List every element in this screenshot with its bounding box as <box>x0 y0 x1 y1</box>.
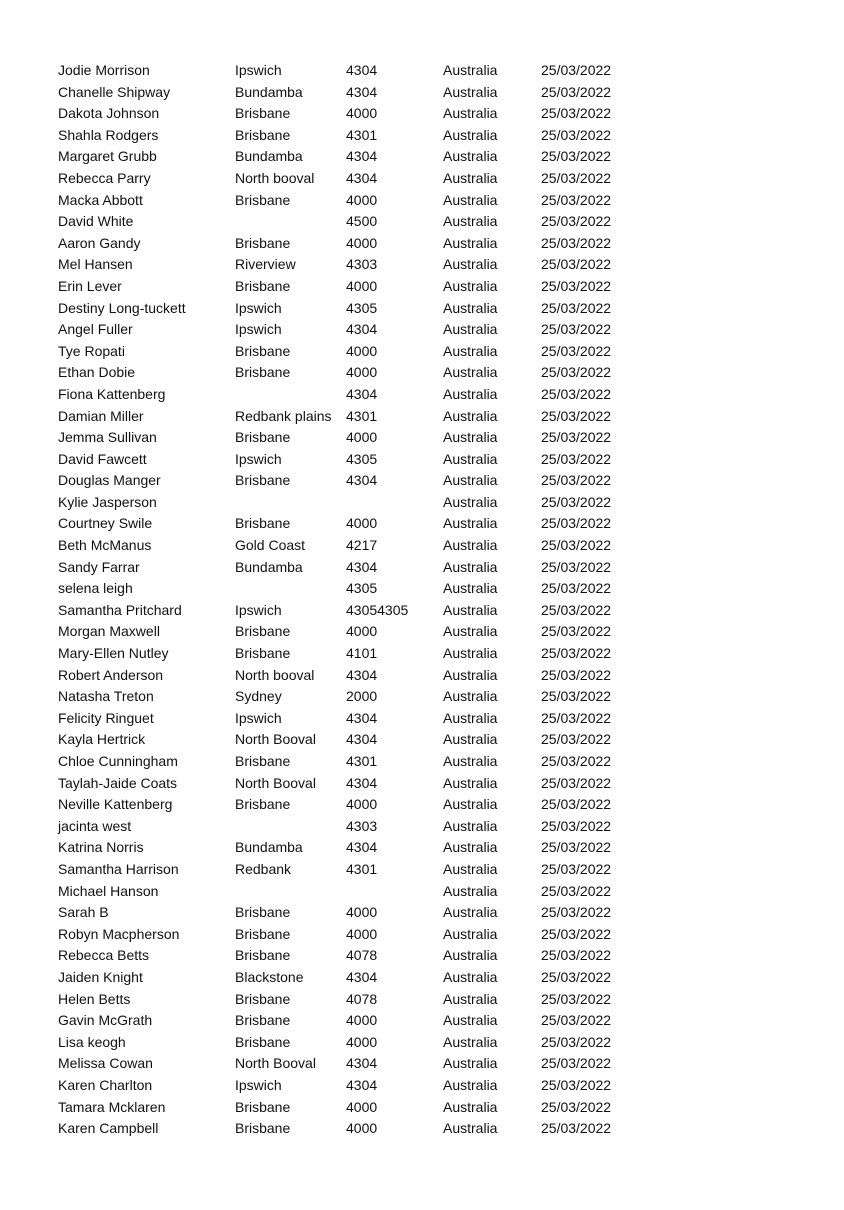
country-cell: Australia <box>443 385 498 402</box>
city-cell: Ipswich <box>235 1076 282 1093</box>
country-cell: Australia <box>443 169 498 186</box>
postcode-cell: 4304 <box>346 558 378 575</box>
city-cell: Brisbane <box>235 1120 291 1137</box>
name-cell: Shahla Rodgers <box>58 126 159 143</box>
postcode-cell: 4304 <box>346 839 378 856</box>
country-cell: Australia <box>443 342 498 359</box>
table-row <box>0 406 844 428</box>
table-row <box>0 60 844 82</box>
postcode-cell: 4304 <box>346 148 378 165</box>
name-cell: Fiona Kattenberg <box>58 385 166 402</box>
date-cell: 25/03/2022 <box>541 882 612 899</box>
city-cell: Bundamba <box>235 83 303 100</box>
postcode-cell: 4304 <box>346 385 378 402</box>
city-cell: Bundamba <box>235 839 303 856</box>
country-cell: Australia <box>443 256 498 273</box>
date-cell: 25/03/2022 <box>541 83 612 100</box>
date-cell: 25/03/2022 <box>541 429 612 446</box>
table-row <box>0 233 844 255</box>
date-cell: 25/03/2022 <box>541 623 612 640</box>
postcode-cell: 4000 <box>346 234 378 251</box>
date-cell: 25/03/2022 <box>541 537 612 554</box>
name-cell: Damian Miller <box>58 407 144 424</box>
date-cell: 25/03/2022 <box>541 904 612 921</box>
city-cell: Brisbane <box>235 429 291 446</box>
table-row <box>0 103 844 125</box>
name-cell: Mary-Ellen Nutley <box>58 645 169 662</box>
postcode-cell: 4305 <box>346 580 378 597</box>
city-cell: Brisbane <box>235 947 291 964</box>
country-cell: Australia <box>443 990 498 1007</box>
table-row <box>0 989 844 1011</box>
date-cell: 25/03/2022 <box>541 1076 612 1093</box>
city-cell: Brisbane <box>235 1012 291 1029</box>
country-cell: Australia <box>443 234 498 251</box>
country-cell: Australia <box>443 753 498 769</box>
postcode-cell: 4301 <box>346 753 378 769</box>
table-row <box>0 535 844 557</box>
country-cell: Australia <box>443 558 498 575</box>
date-cell: 25/03/2022 <box>541 1012 612 1029</box>
name-cell: Destiny Long-tuckett <box>58 299 186 316</box>
table-row <box>0 427 844 449</box>
city-cell: Ipswich <box>235 709 282 726</box>
name-cell: David White <box>58 213 134 230</box>
date-cell: 25/03/2022 <box>541 342 612 359</box>
date-cell: 25/03/2022 <box>541 1120 612 1137</box>
name-cell: Lisa keogh <box>58 1033 126 1050</box>
name-cell: Angel Fuller <box>58 321 133 338</box>
date-cell: 25/03/2022 <box>541 1033 612 1050</box>
postcode-cell: 4303 <box>346 817 378 834</box>
country-cell: Australia <box>443 1098 498 1115</box>
country-cell: Australia <box>443 1055 498 1072</box>
date-cell: 25/03/2022 <box>541 321 612 338</box>
date-cell: 25/03/2022 <box>541 213 612 230</box>
postcode-cell: 4000 <box>346 364 378 381</box>
postcode-cell: 4301 <box>346 860 378 877</box>
date-cell: 25/03/2022 <box>541 515 612 532</box>
country-cell: Australia <box>443 860 498 877</box>
name-cell: Chloe Cunningham <box>58 753 178 769</box>
country-cell: Australia <box>443 1012 498 1029</box>
postcode-cell: 4304 <box>346 83 378 100</box>
date-cell: 25/03/2022 <box>541 191 612 208</box>
city-cell: Brisbane <box>235 1033 291 1050</box>
name-cell: Morgan Maxwell <box>58 623 160 640</box>
name-cell: selena leigh <box>58 580 133 597</box>
date-cell: 25/03/2022 <box>541 299 612 316</box>
table-row <box>0 686 844 708</box>
name-cell: Jemma Sullivan <box>58 429 157 446</box>
table-row <box>0 276 844 298</box>
postcode-cell: 4000 <box>346 191 378 208</box>
country-cell: Australia <box>443 299 498 316</box>
postcode-cell: 4101 <box>346 645 378 662</box>
date-cell: 25/03/2022 <box>541 256 612 273</box>
postcode-cell: 4500 <box>346 213 378 230</box>
table-row <box>0 1075 844 1097</box>
city-cell: Redbank plains <box>235 407 332 424</box>
name-cell: Rebecca Parry <box>58 169 151 186</box>
postcode-cell: 4304 <box>346 472 378 489</box>
name-cell: Douglas Manger <box>58 472 161 489</box>
date-cell: 25/03/2022 <box>541 277 612 294</box>
table-row <box>0 643 844 665</box>
city-cell: North Booval <box>235 1055 316 1072</box>
city-cell: North Booval <box>235 774 316 791</box>
city-cell: Redbank <box>235 860 292 877</box>
name-cell: Samantha Pritchard <box>58 601 182 618</box>
name-cell: Aaron Gandy <box>58 234 141 251</box>
postcode-cell: 4304 <box>346 62 378 78</box>
name-cell: Jodie Morrison <box>58 62 150 78</box>
table-row <box>0 924 844 946</box>
table-row <box>0 816 844 838</box>
city-cell: Blackstone <box>235 968 304 985</box>
table-row <box>0 492 844 514</box>
name-cell: Karen Charlton <box>58 1076 153 1093</box>
country-cell: Australia <box>443 515 498 532</box>
table-row <box>0 1097 844 1119</box>
table-row <box>0 1010 844 1032</box>
city-cell: Brisbane <box>235 472 291 489</box>
city-cell: Ipswich <box>235 299 282 316</box>
city-cell: Ipswich <box>235 321 282 338</box>
city-cell: Brisbane <box>235 623 291 640</box>
name-cell: Tamara Mcklaren <box>58 1098 166 1115</box>
table-row <box>0 190 844 212</box>
name-cell: Macka Abbott <box>58 191 143 208</box>
table-row <box>0 298 844 320</box>
date-cell: 25/03/2022 <box>541 645 612 662</box>
date-cell: 25/03/2022 <box>541 580 612 597</box>
date-cell: 25/03/2022 <box>541 731 612 748</box>
table-row <box>0 600 844 622</box>
date-cell: 25/03/2022 <box>541 839 612 856</box>
country-cell: Australia <box>443 1033 498 1050</box>
table-row <box>0 470 844 492</box>
date-cell: 25/03/2022 <box>541 774 612 791</box>
table-row <box>0 513 844 535</box>
country-cell: Australia <box>443 925 498 942</box>
postcode-cell: 4301 <box>346 126 378 143</box>
country-cell: Australia <box>443 83 498 100</box>
postcode-cell: 4304 <box>346 1055 378 1072</box>
city-cell: Brisbane <box>235 234 291 251</box>
country-cell: Australia <box>443 493 498 510</box>
city-cell: Riverview <box>235 256 296 273</box>
date-cell: 25/03/2022 <box>541 925 612 942</box>
postcode-cell: 4000 <box>346 1033 378 1050</box>
name-cell: Katrina Norris <box>58 839 144 856</box>
postcode-cell: 4000 <box>346 1120 378 1137</box>
date-cell: 25/03/2022 <box>541 947 612 964</box>
city-cell: North booval <box>235 666 315 683</box>
country-cell: Australia <box>443 429 498 446</box>
city-cell: Brisbane <box>235 105 291 122</box>
postcode-cell: 4304 <box>346 968 378 985</box>
name-cell: Melissa Cowan <box>58 1055 153 1072</box>
name-cell: Erin Lever <box>58 277 122 294</box>
table-row <box>0 125 844 147</box>
city-cell: Brisbane <box>235 126 291 143</box>
postcode-cell: 4304 <box>346 1076 378 1093</box>
date-cell: 25/03/2022 <box>541 450 612 467</box>
date-cell: 25/03/2022 <box>541 860 612 877</box>
table-row <box>0 362 844 384</box>
table-row <box>0 773 844 795</box>
postcode-cell: 4000 <box>346 904 378 921</box>
date-cell: 25/03/2022 <box>541 62 612 78</box>
city-cell: Brisbane <box>235 645 291 662</box>
table-row <box>0 341 844 363</box>
city-cell: Gold Coast <box>235 537 306 554</box>
table-row <box>0 1053 844 1075</box>
date-cell: 25/03/2022 <box>541 666 612 683</box>
country-cell: Australia <box>443 623 498 640</box>
table-row <box>0 168 844 190</box>
postcode-cell: 43054305 <box>346 601 409 618</box>
country-cell: Australia <box>443 407 498 424</box>
city-cell: Brisbane <box>235 515 291 532</box>
table-row <box>0 319 844 341</box>
city-cell: Brisbane <box>235 904 291 921</box>
table-row <box>0 881 844 903</box>
name-cell: Karen Campbell <box>58 1120 159 1137</box>
date-cell: 25/03/2022 <box>541 493 612 510</box>
postcode-cell: 4000 <box>346 796 378 813</box>
city-cell: Brisbane <box>235 1098 291 1115</box>
country-cell: Australia <box>443 364 498 381</box>
name-cell: Robert Anderson <box>58 666 164 683</box>
postcode-cell: 4304 <box>346 666 378 683</box>
country-cell: Australia <box>443 277 498 294</box>
postcode-cell: 4303 <box>346 256 378 273</box>
country-cell: Australia <box>443 817 498 834</box>
city-cell: Bundamba <box>235 558 303 575</box>
date-cell: 25/03/2022 <box>541 126 612 143</box>
postcode-cell: 4304 <box>346 321 378 338</box>
country-cell: Australia <box>443 688 498 705</box>
name-cell: Sandy Farrar <box>58 558 140 575</box>
postcode-cell: 2000 <box>346 688 378 705</box>
date-cell: 25/03/2022 <box>541 968 612 985</box>
country-cell: Australia <box>443 321 498 338</box>
name-cell: Kylie Jasperson <box>58 493 157 510</box>
name-cell: Kayla Hertrick <box>58 731 146 748</box>
country-cell: Australia <box>443 666 498 683</box>
country-cell: Australia <box>443 580 498 597</box>
city-cell: Ipswich <box>235 601 282 618</box>
document-table <box>0 60 844 1140</box>
postcode-cell: 4000 <box>346 342 378 359</box>
name-cell: Tye Ropati <box>58 342 125 359</box>
city-cell: North booval <box>235 169 315 186</box>
country-cell: Australia <box>443 882 498 899</box>
country-cell: Australia <box>443 213 498 230</box>
name-cell: Natasha Treton <box>58 688 154 705</box>
table-row <box>0 449 844 471</box>
date-cell: 25/03/2022 <box>541 709 612 726</box>
table-row <box>0 837 844 859</box>
country-cell: Australia <box>443 645 498 662</box>
country-cell: Australia <box>443 1120 498 1137</box>
table-row <box>0 665 844 687</box>
table-row <box>0 967 844 989</box>
country-cell: Australia <box>443 126 498 143</box>
country-cell: Australia <box>443 839 498 856</box>
name-cell: Robyn Macpherson <box>58 925 180 942</box>
name-cell: Ethan Dobie <box>58 364 136 381</box>
date-cell: 25/03/2022 <box>541 1055 612 1072</box>
date-cell: 25/03/2022 <box>541 105 612 122</box>
postcode-cell: 4304 <box>346 731 378 748</box>
city-cell: Brisbane <box>235 364 291 381</box>
date-cell: 25/03/2022 <box>541 796 612 813</box>
country-cell: Australia <box>443 731 498 748</box>
table-row <box>0 708 844 730</box>
city-cell: Bundamba <box>235 148 303 165</box>
postcode-cell: 4000 <box>346 429 378 446</box>
name-cell: Helen Betts <box>58 990 131 1007</box>
date-cell: 25/03/2022 <box>541 817 612 834</box>
country-cell: Australia <box>443 148 498 165</box>
postcode-cell: 4305 <box>346 450 378 467</box>
country-cell: Australia <box>443 1076 498 1093</box>
table-row <box>0 794 844 816</box>
country-cell: Australia <box>443 709 498 726</box>
table-row <box>0 751 844 773</box>
city-cell: Ipswich <box>235 62 282 78</box>
table-row <box>0 578 844 600</box>
date-cell: 25/03/2022 <box>541 385 612 402</box>
postcode-cell: 4000 <box>346 1098 378 1115</box>
name-cell: Chanelle Shipway <box>58 83 171 100</box>
postcode-cell: 4304 <box>346 169 378 186</box>
country-cell: Australia <box>443 796 498 813</box>
name-cell: Margaret Grubb <box>58 148 157 165</box>
city-cell: Brisbane <box>235 796 291 813</box>
city-cell: Brisbane <box>235 990 291 1007</box>
date-cell: 25/03/2022 <box>541 1098 612 1115</box>
name-cell: Dakota Johnson <box>58 105 160 122</box>
name-cell: Courtney Swile <box>58 515 153 532</box>
city-cell: Ipswich <box>235 450 282 467</box>
postcode-cell: 4000 <box>346 925 378 942</box>
date-cell: 25/03/2022 <box>541 601 612 618</box>
table-row <box>0 621 844 643</box>
postcode-cell: 4304 <box>346 709 378 726</box>
table-row <box>0 211 844 233</box>
country-cell: Australia <box>443 62 498 78</box>
country-cell: Australia <box>443 774 498 791</box>
table-row <box>0 82 844 104</box>
country-cell: Australia <box>443 472 498 489</box>
postcode-cell: 4217 <box>346 537 378 554</box>
date-cell: 25/03/2022 <box>541 234 612 251</box>
country-cell: Australia <box>443 947 498 964</box>
table-row <box>0 557 844 579</box>
date-cell: 25/03/2022 <box>541 990 612 1007</box>
postcode-cell: 4000 <box>346 1012 378 1029</box>
name-cell: Beth McManus <box>58 537 152 554</box>
table-row <box>0 1118 844 1140</box>
postcode-cell: 4000 <box>346 623 378 640</box>
city-cell: Brisbane <box>235 191 291 208</box>
name-cell: Gavin McGrath <box>58 1012 153 1029</box>
table-row <box>0 254 844 276</box>
date-cell: 25/03/2022 <box>541 169 612 186</box>
name-cell: David Fawcett <box>58 450 147 467</box>
postcode-cell: 4304 <box>346 774 378 791</box>
postcode-cell: 4000 <box>346 515 378 532</box>
date-cell: 25/03/2022 <box>541 148 612 165</box>
country-cell: Australia <box>443 450 498 467</box>
name-cell: Mel Hansen <box>58 256 133 273</box>
table-row <box>0 945 844 967</box>
table-row <box>0 729 844 751</box>
date-cell: 25/03/2022 <box>541 558 612 575</box>
city-cell: Brisbane <box>235 277 291 294</box>
name-cell: Neville Kattenberg <box>58 796 173 813</box>
table-row <box>0 1032 844 1054</box>
country-cell: Australia <box>443 105 498 122</box>
postcode-cell: 4000 <box>346 105 378 122</box>
city-cell: Brisbane <box>235 925 291 942</box>
table-row <box>0 146 844 168</box>
table-row <box>0 384 844 406</box>
name-cell: Samantha Harrison <box>58 860 179 877</box>
table-row <box>0 859 844 881</box>
city-cell: Brisbane <box>235 753 291 769</box>
name-cell: jacinta west <box>58 817 132 834</box>
table-row <box>0 902 844 924</box>
country-cell: Australia <box>443 904 498 921</box>
name-cell: Michael Hanson <box>58 882 159 899</box>
city-cell: North Booval <box>235 731 316 748</box>
name-cell: Taylah-Jaide Coats <box>58 774 178 791</box>
postcode-cell: 4078 <box>346 947 378 964</box>
country-cell: Australia <box>443 968 498 985</box>
date-cell: 25/03/2022 <box>541 753 612 769</box>
postcode-cell: 4078 <box>346 990 378 1007</box>
date-cell: 25/03/2022 <box>541 364 612 381</box>
postcode-cell: 4305 <box>346 299 378 316</box>
date-cell: 25/03/2022 <box>541 472 612 489</box>
postcode-cell: 4301 <box>346 407 378 424</box>
name-cell: Jaiden Knight <box>58 968 143 985</box>
name-cell: Sarah B <box>58 904 109 921</box>
country-cell: Australia <box>443 601 498 618</box>
city-cell: Brisbane <box>235 342 291 359</box>
country-cell: Australia <box>443 537 498 554</box>
date-cell: 25/03/2022 <box>541 407 612 424</box>
city-cell: Sydney <box>235 688 282 705</box>
date-cell: 25/03/2022 <box>541 688 612 705</box>
name-cell: Rebecca Betts <box>58 947 150 964</box>
country-cell: Australia <box>443 191 498 208</box>
name-cell: Felicity Ringuet <box>58 709 154 726</box>
postcode-cell: 4000 <box>346 277 378 294</box>
